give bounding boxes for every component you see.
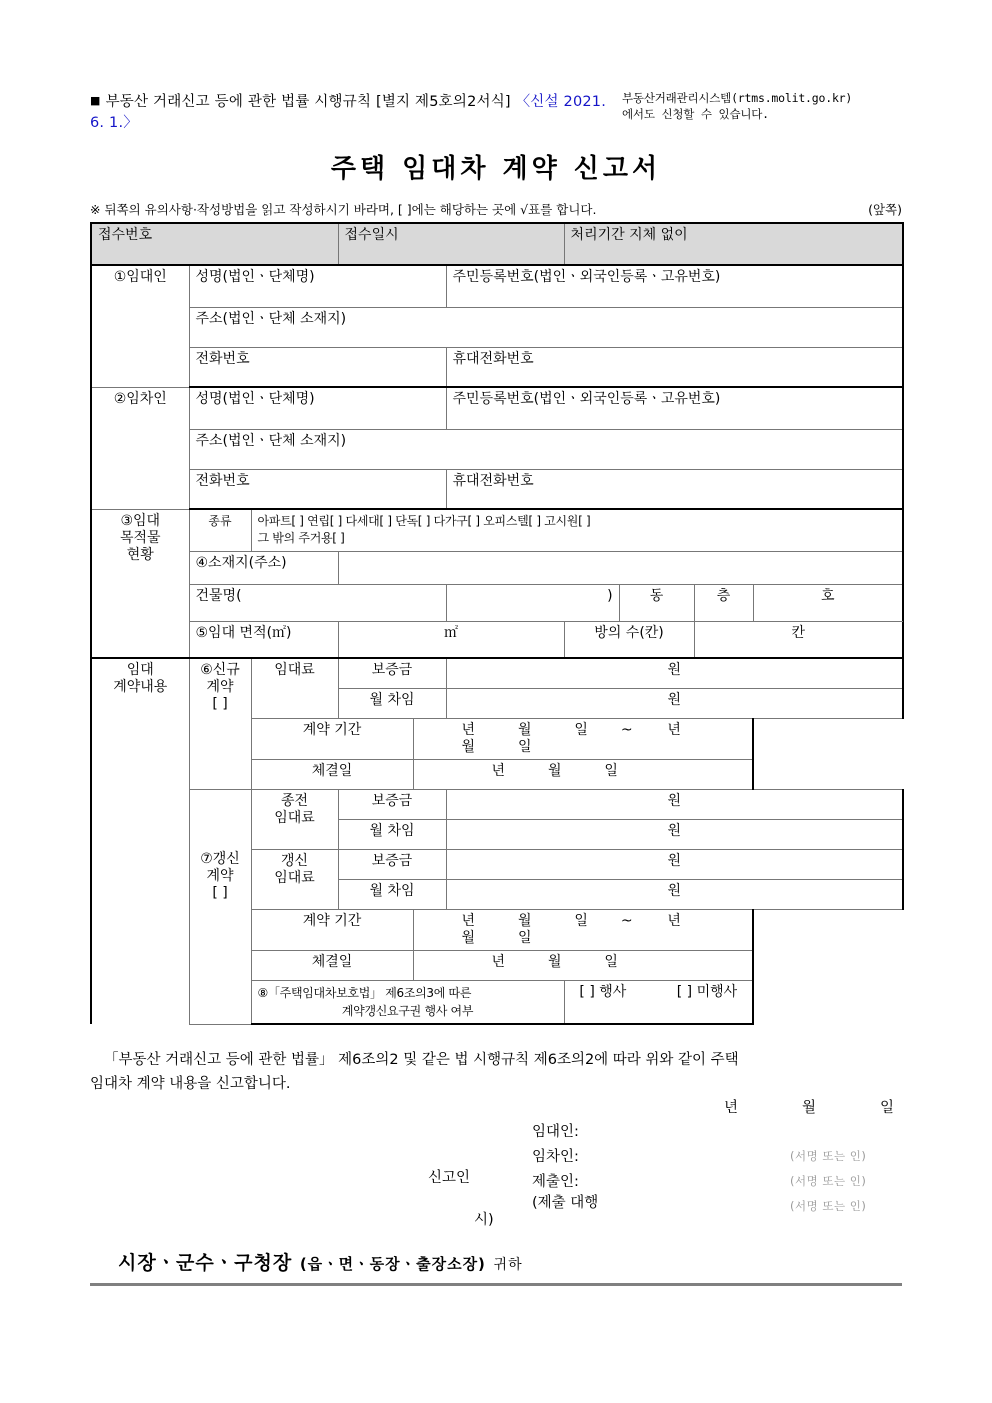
signature-submitter-note-line1: (제출 대행 <box>532 1195 599 1211</box>
renew-new-deposit-label: 보증금 <box>338 849 446 879</box>
ymd-month-4: 월 <box>517 912 532 929</box>
new-contract-label <box>189 658 251 789</box>
renew-prev-rent-line1: 종전 <box>280 792 309 809</box>
lessor-name-label: 성명(법인ㆍ단체명) <box>189 265 446 307</box>
renew-new-rent-label <box>251 849 338 909</box>
renewal-right-question <box>251 980 564 1024</box>
rtms-notice <box>622 90 902 122</box>
receipt-row <box>91 223 903 265</box>
renew-prev-deposit-value[interactable]: 원 <box>446 789 903 819</box>
page-side-marker: (앞쪽) <box>868 202 902 217</box>
seal-note-lessor: (서명 또는 인) <box>790 1149 867 1163</box>
contract-section-label-line1: 임대 <box>126 662 154 678</box>
ymd-year-6: 년 <box>491 953 506 970</box>
ymd-day-2: 일 <box>517 738 532 755</box>
new-contract-monthly-value[interactable]: 원 <box>446 688 903 718</box>
renew-prev-monthly-label: 월 차임 <box>338 819 446 849</box>
lessee-name-row <box>91 387 903 429</box>
ymd-tilde-2: ~ <box>620 912 633 929</box>
recipient-tail: 귀하 <box>493 1257 523 1273</box>
declaration-date-day: 일 <box>879 1100 894 1116</box>
renew-new-deposit-value[interactable]: 원 <box>446 849 903 879</box>
property-type-row <box>91 509 903 551</box>
property-location-row <box>91 551 903 584</box>
ymd-year-2: 년 <box>667 721 681 738</box>
declaration-paragraph <box>90 1048 902 1096</box>
renew-period-value[interactable] <box>413 909 753 950</box>
renew-signdate-value[interactable] <box>413 950 753 980</box>
property-rooms-unit: 칸 <box>694 621 903 658</box>
new-contract-checkbox[interactable]: [ ] <box>212 696 228 712</box>
contract-section-label <box>91 658 189 1024</box>
declaration-line1: 「부동산 거래신고 등에 관한 법률」 제6조의2 및 같은 법 시행규칙 제6조의2에 따라 위와 같이 주택 <box>104 1052 739 1068</box>
property-type-options-line1: 아파트[ ] 연립[ ] 다세대[ ] 단독[ ] 다가구[ ] 오피스텔[ ] 고시원[ ] <box>257 514 591 528</box>
main-form-table <box>90 222 904 1025</box>
renew-contract-label-line2: 계약 <box>206 867 234 884</box>
new-contract-signdate-label: 체결일 <box>251 759 413 789</box>
signature-lessee-label[interactable]: 임차인: <box>532 1149 579 1165</box>
property-type-label: 종류 <box>189 509 251 551</box>
bullet-square-icon: ■ <box>90 94 101 107</box>
signature-block <box>90 1120 902 1230</box>
ymd-year-5: 년 <box>667 912 681 929</box>
receipt-number-cell: 접수번호 <box>91 223 338 265</box>
ymd-month-3: 월 <box>547 762 562 779</box>
new-contract-monthly-label: 월 차임 <box>338 688 446 718</box>
signature-submitter-label[interactable]: 제출인: <box>532 1174 579 1190</box>
property-building-row <box>91 584 903 621</box>
recipient-line <box>118 1248 523 1275</box>
document-header <box>90 90 902 134</box>
lessor-section-label: ①임대인 <box>91 265 189 387</box>
renew-prev-rent-label <box>251 789 338 849</box>
ymd-day-3: 일 <box>604 762 618 779</box>
lessee-mobile-label: 휴대전화번호 <box>446 469 903 509</box>
new-contract-deposit-value[interactable]: 원 <box>446 658 903 688</box>
property-building-open: 건물명( <box>195 587 242 604</box>
renew-new-monthly-label: 월 차임 <box>338 879 446 909</box>
new-contract-period-label: 계약 기간 <box>251 718 413 759</box>
lessee-address-row <box>91 429 903 469</box>
page-title: 주택 임대차 계약 신고서 <box>330 154 662 184</box>
lessor-rrn-label: 주민등록번호(법인ㆍ외국인등록ㆍ고유번호) <box>446 265 903 307</box>
property-section-label-line2: 목적물 <box>119 529 161 546</box>
receipt-date-cell: 접수일시 <box>338 223 564 265</box>
property-location-value[interactable] <box>338 551 903 584</box>
signature-rows <box>474 1120 599 1229</box>
new-contract-signdate-value[interactable] <box>413 759 753 789</box>
new-contract-deposit-row <box>91 658 903 688</box>
renewal-right-question-line2: 계약갱신요구권 행사 여부 <box>341 1003 474 1018</box>
renew-period-label: 계약 기간 <box>251 909 413 950</box>
ymd-month-2: 월 <box>461 738 476 755</box>
property-building-close: ) <box>446 584 619 621</box>
lessor-address-row <box>91 307 903 347</box>
lessee-address-label: 주소(법인ㆍ단체 소재지) <box>189 429 903 469</box>
instruction-row <box>90 200 902 218</box>
seal-note-lessee: (서명 또는 인) <box>790 1174 867 1188</box>
processing-period-cell: 처리기간 지체 없이 <box>564 223 903 265</box>
property-dong-label: 동 <box>619 584 694 621</box>
property-section-label <box>91 509 189 658</box>
renew-new-monthly-value[interactable]: 원 <box>446 879 903 909</box>
legal-reference-line <box>90 90 610 134</box>
lessee-phone-label: 전화번호 <box>189 469 446 509</box>
declaration-line2: 임대차 계약 내용을 신고합니다. <box>90 1076 291 1092</box>
renewal-right-question-line1: ⑧「주택임대차보호법」 제6조의3에 따른 <box>257 985 472 1000</box>
ymd-tilde: ~ <box>620 721 633 738</box>
property-location-label: ④소재지(주소) <box>189 551 338 584</box>
property-area-unit: ㎡ <box>338 621 564 658</box>
lessor-mobile-label: 휴대전화번호 <box>446 347 903 387</box>
bottom-rule <box>90 1283 902 1286</box>
ymd-year-4: 년 <box>461 912 476 929</box>
instruction-text: ※ 뒤쪽의 유의사항·작성방법을 읽고 작성하시기 바라며, [ ]에는 해당하는 곳에 √표를 합니다. <box>90 202 597 217</box>
ymd-month-1: 월 <box>517 721 532 738</box>
revision-note: 〈신설 2021. 6. 1.〉 <box>90 94 607 131</box>
renew-prev-monthly-value[interactable]: 원 <box>446 819 903 849</box>
new-contract-rent-label: 임대료 <box>251 658 338 718</box>
property-type-options <box>251 509 903 551</box>
property-floor-label: 층 <box>694 584 753 621</box>
ymd-day-4: 일 <box>574 912 588 929</box>
rtms-notice-line1: 부동산거래관리시스템(rtms.molit.go.kr) <box>622 91 853 105</box>
property-section-label-line1: ③임대 <box>120 512 161 529</box>
declaration-date-year: 년 <box>723 1100 738 1116</box>
property-ho-label: 호 <box>753 584 903 621</box>
renew-new-rent-line1: 갱신 <box>280 852 309 869</box>
contract-section-label-line2: 계약내용 <box>113 679 168 695</box>
new-contract-period-value[interactable] <box>413 718 753 759</box>
renew-contract-label-line1: ⑦갱신 <box>200 850 240 867</box>
property-section-label-line3: 현황 <box>126 546 154 563</box>
property-building-label <box>189 584 446 621</box>
ymd-day-5: 일 <box>517 929 532 946</box>
renew-prev-deposit-label: 보증금 <box>338 789 446 819</box>
signature-lessor-label[interactable]: 임대인: <box>532 1124 579 1140</box>
ymd-day-6: 일 <box>604 953 618 970</box>
lessor-name-row <box>91 265 903 307</box>
property-rooms-label: 방의 수(칸) <box>564 621 694 658</box>
ymd-year-3: 년 <box>491 762 506 779</box>
legal-reference-text: 부동산 거래신고 등에 관한 법률 시행규칙 [별지 제5호의2서식] <box>105 94 511 110</box>
renew-prev-rent-line2: 임대료 <box>274 809 315 826</box>
lessor-address-label: 주소(법인ㆍ단체 소재지) <box>189 307 903 347</box>
seal-note-submitter: (서명 또는 인) <box>790 1199 867 1213</box>
property-type-options-line2: 그 밖의 주거용[ ] <box>257 531 345 545</box>
renew-prev-deposit-row <box>91 789 903 819</box>
new-contract-label-line1: ⑥신규 <box>200 662 240 678</box>
ymd-day-1: 일 <box>574 721 588 738</box>
signature-submitter-note-line2: 시) <box>474 1212 494 1228</box>
recipient-sub: (읍ㆍ면ㆍ동장ㆍ출장소장) <box>299 1255 486 1273</box>
signature-submitter-note <box>474 1195 599 1229</box>
ymd-year-1: 년 <box>461 721 476 738</box>
lessee-section-label: ②임차인 <box>91 387 189 509</box>
lessor-phone-label: 전화번호 <box>189 347 446 387</box>
renew-signdate-label: 체결일 <box>251 950 413 980</box>
ymd-month-6: 월 <box>547 953 562 970</box>
renew-contract-checkbox[interactable]: [ ] <box>212 884 228 901</box>
renew-contract-label <box>189 789 251 1024</box>
renewal-right-options <box>564 980 753 1024</box>
new-contract-deposit-label: 보증금 <box>338 658 446 688</box>
declaration-date-month: 월 <box>801 1100 816 1116</box>
rtms-notice-line2: 에서도 신청할 수 있습니다. <box>622 107 769 121</box>
lessee-name-label: 성명(법인ㆍ단체명) <box>189 387 446 429</box>
declaration-date-row <box>90 1096 902 1117</box>
recipient-main: 시장ㆍ군수ㆍ구청장 <box>118 1252 293 1274</box>
declarant-label: 신고인 <box>428 1170 471 1186</box>
ymd-month-5: 월 <box>461 929 476 946</box>
renewal-right-option-yes[interactable]: [ ] 행사 <box>579 983 627 1000</box>
renewal-right-option-no[interactable]: [ ] 미행사 <box>676 983 738 1000</box>
lessee-phone-row <box>91 469 903 509</box>
lessor-phone-row <box>91 347 903 387</box>
renew-new-rent-line2: 임대료 <box>274 869 315 886</box>
new-contract-label-line2: 계약 <box>206 679 234 695</box>
property-area-row <box>91 621 903 658</box>
property-area-label: ⑤임대 면적(㎡) <box>189 621 338 658</box>
lessee-rrn-label: 주민등록번호(법인ㆍ외국인등록ㆍ고유번호) <box>446 387 903 429</box>
